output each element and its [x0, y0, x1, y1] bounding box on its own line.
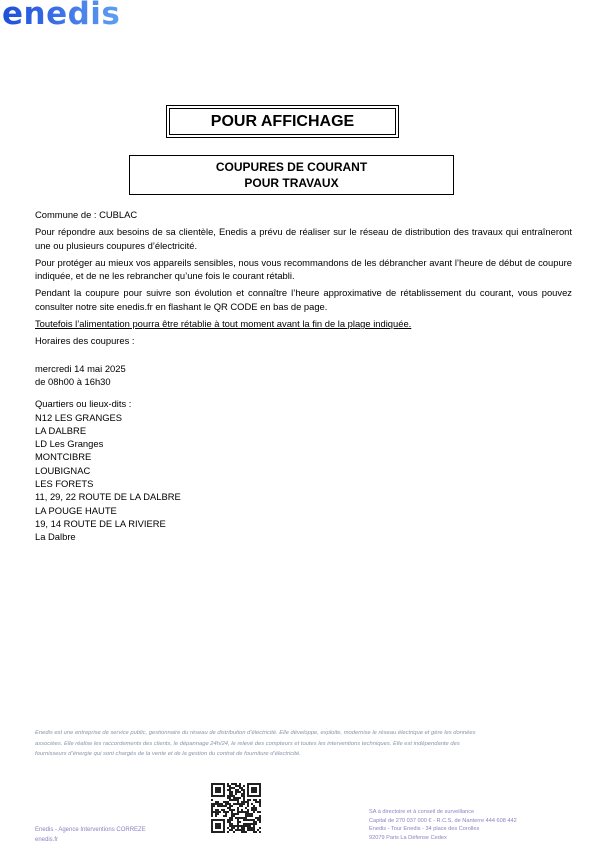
legal-line1: SA à directoire et à conseil de surveillance — [369, 809, 475, 815]
list-item: 19, 14 ROUTE DE LA RIVIERE — [35, 517, 166, 529]
legal-line3: Enedis - Tour Enedis - 34 place des Corolles — [369, 826, 480, 833]
legal-line2: Capital de 270 037 000 € - R.C.S. de Nanterre 444 608 442 — [369, 817, 517, 824]
list-item: N12 LES GRANGES — [35, 411, 123, 423]
paragraph-intro: Pour répondre aux besoins de sa clientèle, Enedis a prévu de réaliser sur le réseau de distribution des travaux qui entraîneront une ou plusieurs coupures d’électricité. — [35, 226, 572, 251]
subtitle-line2: POUR TRAVAUX — [244, 176, 339, 190]
title-box — [166, 105, 399, 138]
qr-code-icon[interactable] — [211, 783, 261, 833]
list-item: LA POUGE HAUTE — [35, 504, 117, 516]
disclaimer — [35, 728, 560, 760]
quartiers-label: Quartiers ou lieux-dits : — [35, 398, 132, 410]
paragraph-followup: Pendant la coupure pour suivre son évolution et connaître l’heure approximative de rétablissement du courant, vous pouvez consulter notre site enedis.fr en flashant le QR CODE en bas de page. — [35, 287, 572, 312]
list-item: LES FORETS — [35, 478, 94, 490]
footer-legal — [369, 808, 517, 842]
list-item: La Dalbre — [35, 531, 76, 543]
disclaimer-line1: Enedis est une entreprise de service public, gestionnaire du réseau de distribution d’électricité. Elle développe, exploite, modernise le réseau électrique et gère les données — [35, 730, 476, 736]
list-item: MONTCIBRE — [35, 451, 92, 463]
page-title: POUR AFFICHAGE — [169, 108, 396, 135]
commune: Commune de : CUBLAC — [35, 209, 138, 220]
outage-time: de 08h00 à 16h30 — [35, 375, 111, 387]
disclaimer-line3: fournisseurs d’énergie qui sont chargés de la vente et de la gestion du contrat de fourniture d’électricité. — [35, 751, 301, 757]
legal-line4: 92079 Paris La Défense Cedex — [369, 834, 447, 841]
agency-name: Enedis - Agence Interventions CORREZE — [35, 827, 146, 833]
paragraph-warning: Toutefois l’alimentation pourra être rétablie à tout moment avant la fin de la plage indiquée. — [35, 318, 412, 330]
list-item: 11, 29, 22 ROUTE DE LA DALBRE — [35, 491, 181, 503]
paragraph-protect: Pour protéger au mieux vos appareils sensibles, nous vous recommandons de les débrancher avant l’heure de début de coupure indiquée, et de ne les rebrancher qu’une fois le courant rétabli. — [35, 256, 572, 282]
list-item: LOUBIGNAC — [35, 464, 91, 476]
schedule — [35, 362, 572, 389]
horaires-label: Horaires des coupures : — [35, 335, 135, 347]
enedis-logo: enedis — [2, 0, 120, 32]
subtitle-box — [129, 155, 454, 195]
disclaimer-line2: associées. Elle réalise les raccordements des clients, le dépannage 24h/24, le relevé des compteurs et toutes les interventions techniques. Elle est indépendante des — [35, 740, 460, 747]
notice-body — [35, 208, 572, 544]
quartiers-list — [35, 397, 572, 543]
subtitle-line1: COUPURES DE COURANT — [215, 160, 368, 174]
site-link[interactable]: enedis.fr — [35, 837, 59, 843]
outage-date: mercredi 14 mai 2025 — [35, 362, 126, 374]
list-item: LD Les Granges — [35, 438, 104, 450]
list-item: LA DALBRE — [35, 424, 87, 436]
footer-agency — [35, 825, 146, 845]
